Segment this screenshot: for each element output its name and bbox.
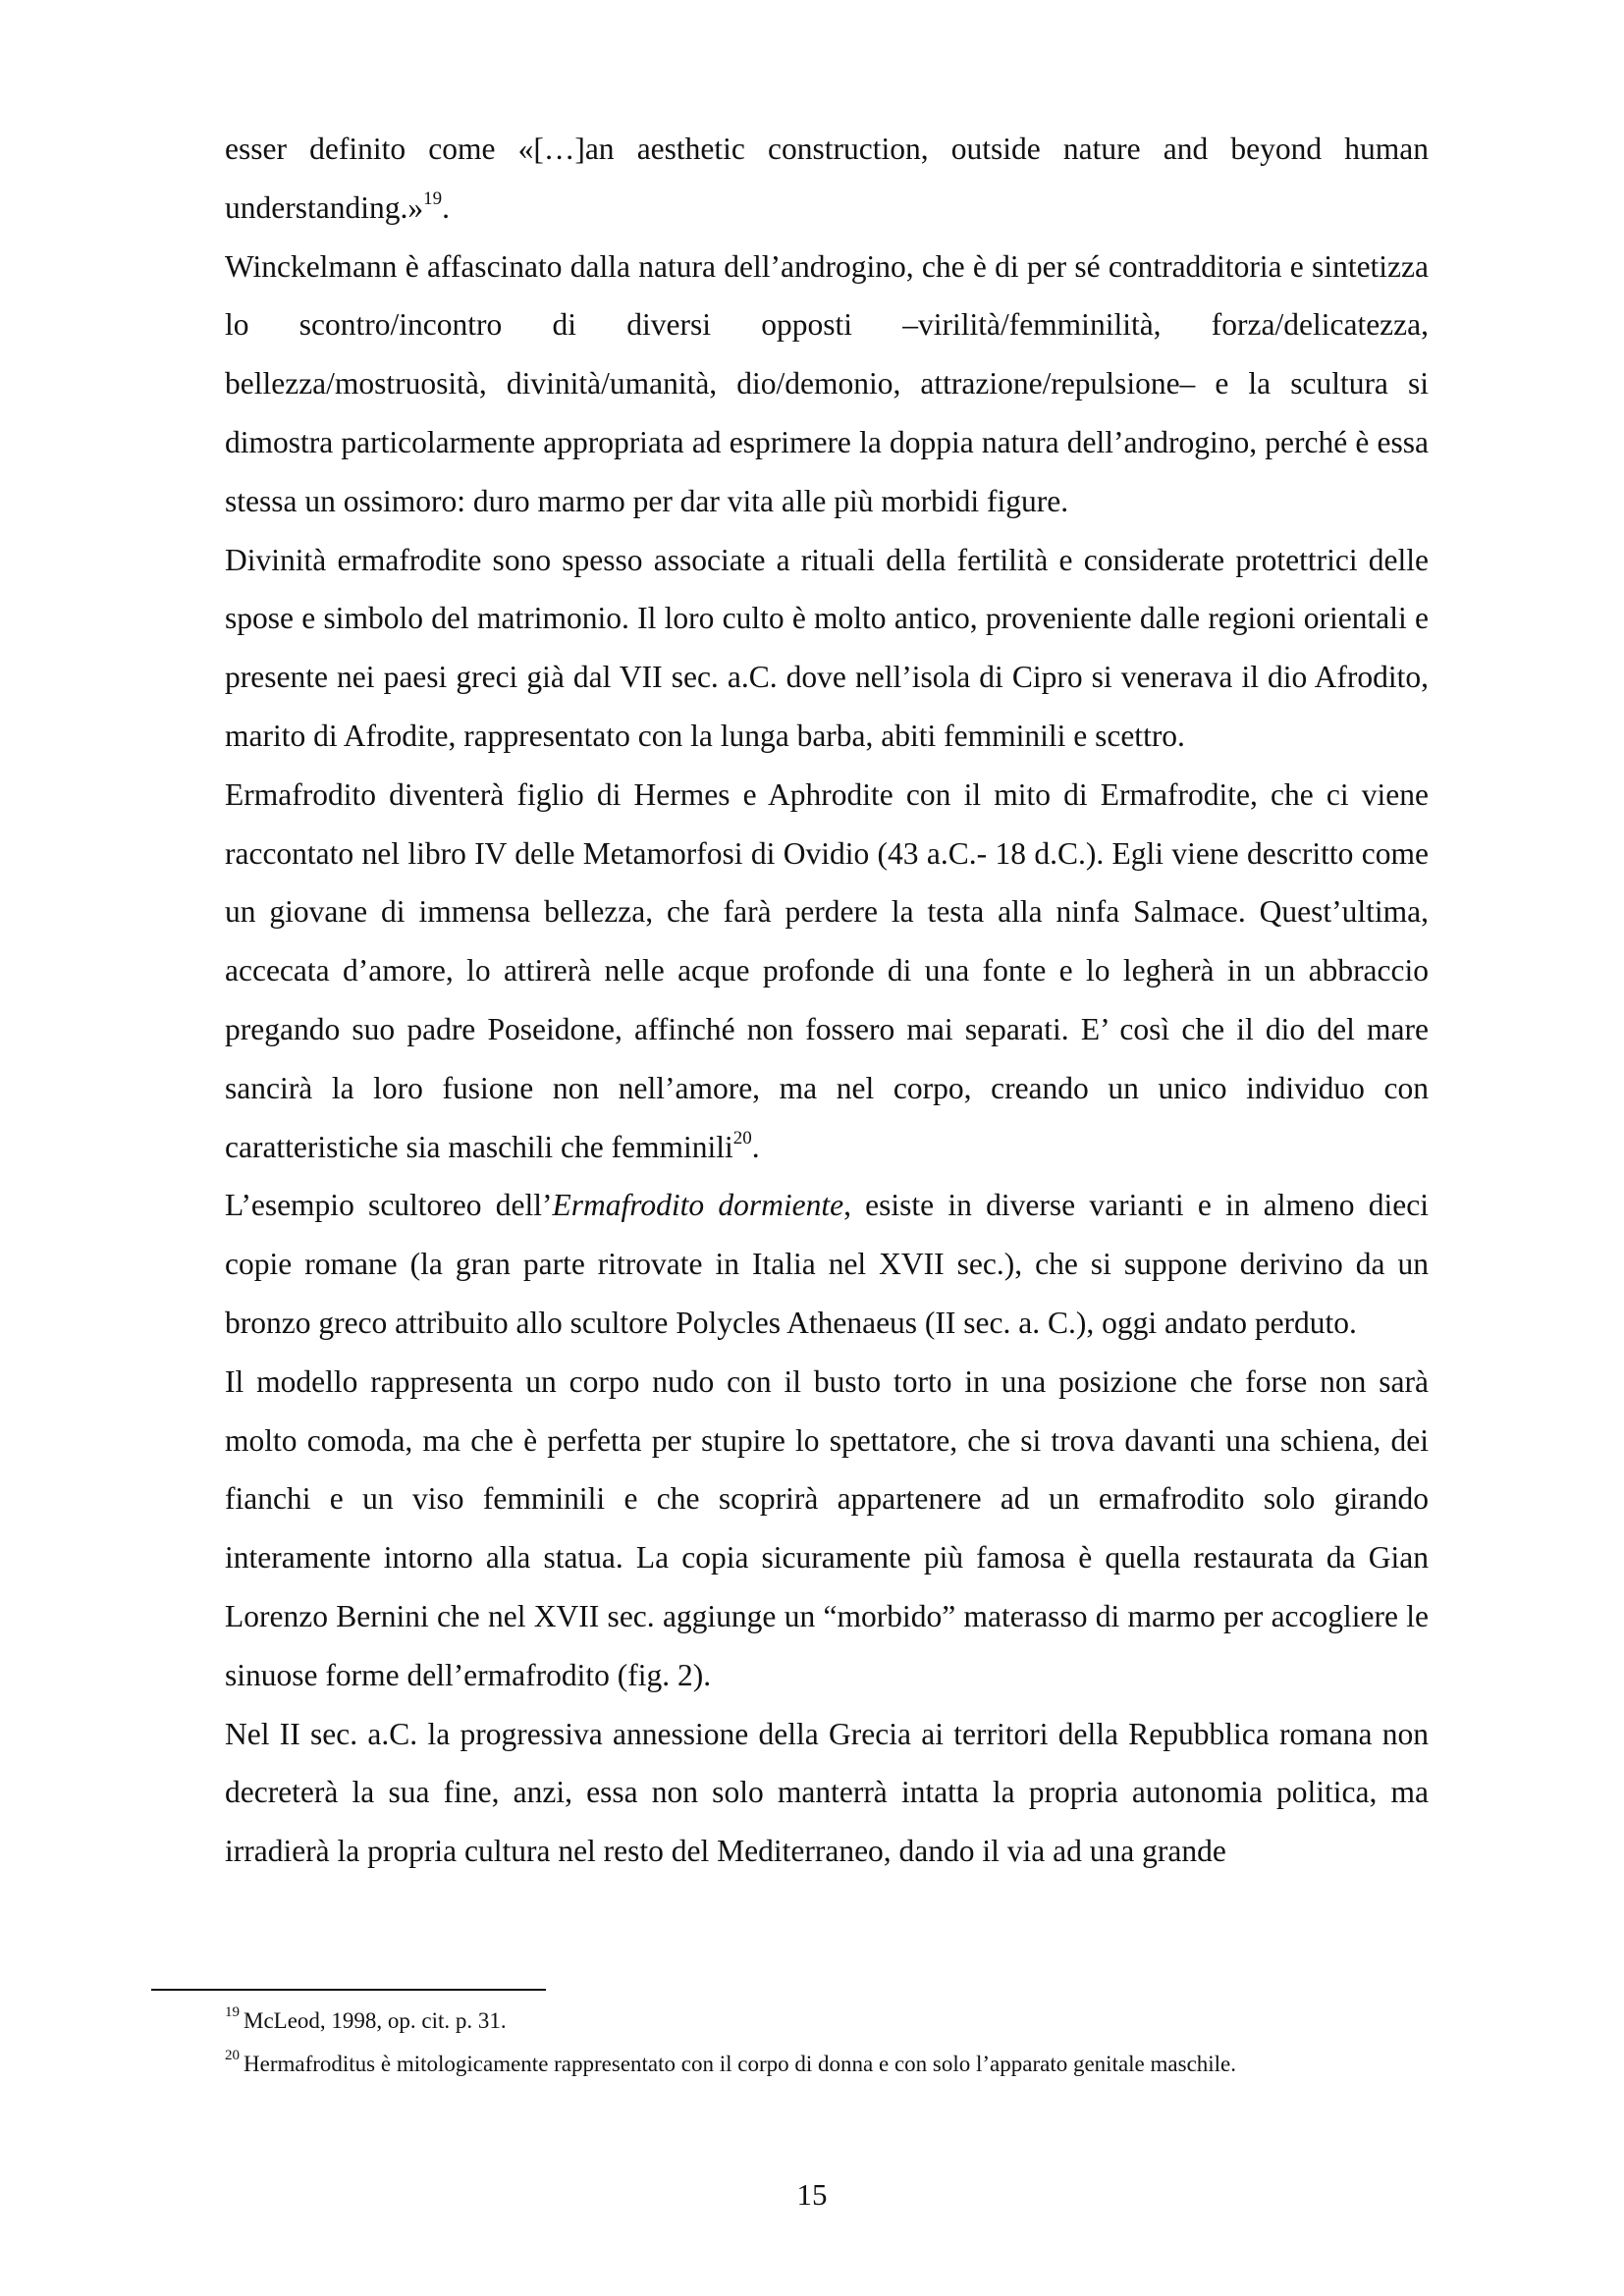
paragraph-3: Divinità ermafrodite sono spesso associate a rituali della fertilità e considerate protettrici delle spose e simbolo del matrimonio. Il loro culto è molto antico, proveniente dalle regioni orientali e presente nei paesi greci già dal VII sec. a.C. dove nell’isola di Cipro si venerava il dio Afrodito, marito di Afrodite, rappresentato con la lunga barba, abiti femminili e scettro. (225, 542, 1429, 753)
footnotes (151, 1989, 1429, 2093)
paragraph-text: Ermafrodito diventerà figlio di Hermes e Aphrodite con il mito di Ermafrodite, che ci viene raccontato nel libro IV delle Metamorfosi di Ovidio (43 a.C.- 18 d.C.). Egli viene descritto come un giovane di immensa bellezza, che farà perdere la testa alla ninfa Salmace. Quest’ultima, accecata d’amore, lo attirerà nelle acque profonde di una fonte e lo legherà in un abbraccio pregando suo padre Poseidone, affinché non fossero mai separati. E’ così che il dio del mare sancirà la loro fusione non nell’amore, ma nel corpo, creando un unico individuo con caratteristiche sia maschili che femminili (225, 776, 1429, 1164)
footnote-number: 19 (225, 2004, 240, 2021)
paragraph-1 (225, 120, 1429, 238)
paragraph-end: . (751, 1129, 760, 1164)
footnote-ref-20[interactable]: 20 (732, 1128, 752, 1149)
footnote-20 (225, 2050, 1429, 2079)
paragraph-7: Nel II sec. a.C. la progressiva annessione della Grecia ai territori della Repubblica romana non decreterà la sua fine, anzi, essa non solo manterrà intatta la propria autonomia politica, ma irradierà la propria cultura nel resto del Mediterraneo, dando il via ad una grande (225, 1716, 1429, 1869)
footnote-text: McLeod, 1998, op. cit. p. 31. (244, 2008, 507, 2033)
paragraph-5 (225, 1176, 1429, 1352)
paragraph-text: , esiste in diverse varianti e in almeno dieci copie romane (la gran parte ritrovate in Italia nel XVII sec.), che si suppone derivino da un bronzo greco attribuito allo scultore Polycles Athenaeus (II sec. a. C.), oggi andato perduto. (225, 1188, 1429, 1340)
footnote-ref-19[interactable]: 19 (423, 188, 443, 210)
footnote-text: Hermafroditus è mitologicamente rappresentato con il corpo di donna e con solo l’apparato genitale maschile. (244, 2052, 1237, 2076)
paragraph-4 (225, 766, 1429, 1177)
footnote-19 (225, 2006, 1429, 2036)
paragraph-lead: L’esempio scultoreo dell’ (225, 1188, 553, 1223)
artwork-title: Ermafrodito dormiente (552, 1188, 844, 1223)
paragraph-2: Winckelmann è affascinato dalla natura dell’androgino, che è di per sé contradditoria e sintetizza lo scontro/incontro di diversi opposti –virilità/femminilità, forza/delicatezza, bellezza/mostruosità, divinità/umanità, dio/demonio, attrazione/repulsione– e la scultura si dimostra particolarmente appropriata ad esprimere la doppia natura dell’androgino, perché è essa stessa un ossimoro: duro marmo per dar vita alle più morbidi figure. (225, 248, 1429, 518)
body-text (225, 120, 1429, 1881)
paragraph-end: . (442, 189, 450, 225)
paragraph-6: Il modello rappresenta un corpo nudo con il busto torto in una posizione che forse non sarà molto comoda, ma che è perfetta per stupire lo spettatore, che si trova davanti una schiena, dei fianchi e un viso femminili e che scoprirà appartenere ad un ermafrodito solo girando interamente intorno alla statua. La copia sicuramente più famosa è quella restaurata da Gian Lorenzo Bernini che nel XVII sec. aggiunge un “morbido” materasso di marmo per accogliere le sinuose forme dell’ermafrodito (fig. 2). (225, 1363, 1429, 1692)
footnote-number: 20 (225, 2048, 240, 2064)
paragraph-text: esser definito come «[…]an aesthetic construction, outside nature and beyond human understanding.» (225, 132, 1429, 225)
footnote-divider (151, 1989, 546, 1991)
page-number: 15 (796, 2177, 828, 2212)
